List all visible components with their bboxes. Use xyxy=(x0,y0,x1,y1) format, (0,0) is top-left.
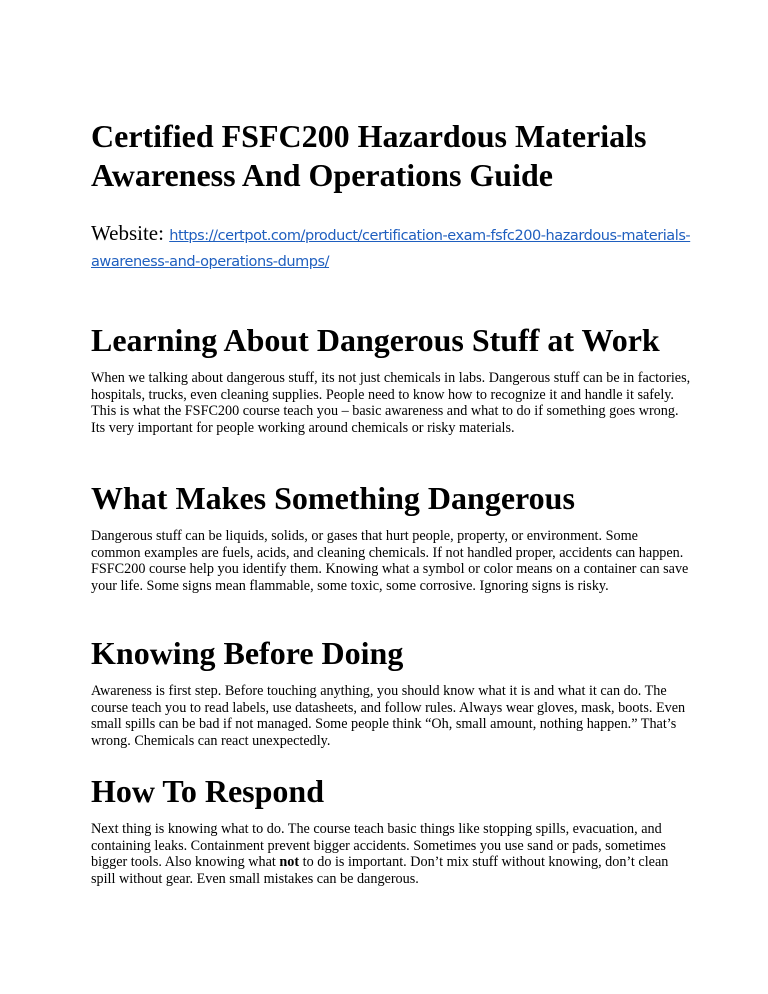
section-body-learning: When we talking about dangerous stuff, its not just chemicals in labs. Dangerous stuff can be in factories, hospitals, trucks, even cleaning supplies. People need to know how to recognize it and handle it safely. This is what the FSFC200 course teach you – basic awareness and what to do if something goes wrong. Its very important for people working around chemicals or risky materials. xyxy=(91,370,691,436)
document-title: Certified FSFC200 Hazardous Materials Awareness And Operations Guide xyxy=(91,118,647,193)
respond-text-after: to do is important. Don’t mix stuff without knowing, don’t clean spill without gear. Even small mistakes can be dangerous. xyxy=(91,854,669,887)
section-heading-learning: Learning About Dangerous Stuff at Work xyxy=(91,322,660,358)
section-heading-knowing: Knowing Before Doing xyxy=(91,635,404,671)
website-line xyxy=(91,222,691,274)
section-body-what-makes: Dangerous stuff can be liquids, solids, or gases that hurt people, property, or environment. Some common examples are fuels, acids, and cleaning chemicals. If not handled proper, accidents can happen. FSFC200 course help you identify them. Knowing what a symbol or color means on a container can save your life. Some signs mean flammable, some toxic, some corrosive. Ignoring signs is risky. xyxy=(91,528,689,594)
section-heading-respond: How To Respond xyxy=(91,773,324,809)
section-heading-what-makes: What Makes Something Dangerous xyxy=(91,480,575,516)
website-label: Website: xyxy=(91,221,164,245)
section-body-knowing: Awareness is first step. Before touching anything, you should know what it is and what it can do. The course teach you to read labels, use datasheets, and follow rules. Always wear gloves, mask, boots. Even small spills can be bad if not managed. Some people think “Oh, small amount, nothing happen.” That’s wrong. Chemicals can react unexpectedly. xyxy=(91,683,686,749)
respond-text-bold: not xyxy=(279,854,300,871)
section-body-respond xyxy=(91,821,691,887)
respond-text-before: Next thing is knowing what to do. The course teach basic things like stopping spills, evacuation, and containing leaks. Containment prevent bigger accidents. Sometimes you use sand or pads, sometimes bigger tools. Also knowing what xyxy=(91,821,666,871)
website-link[interactable]: https://certpot.com/product/certification-exam-fsfc200-hazardous-materials-awareness-and-operations-dumps/ xyxy=(91,228,691,270)
